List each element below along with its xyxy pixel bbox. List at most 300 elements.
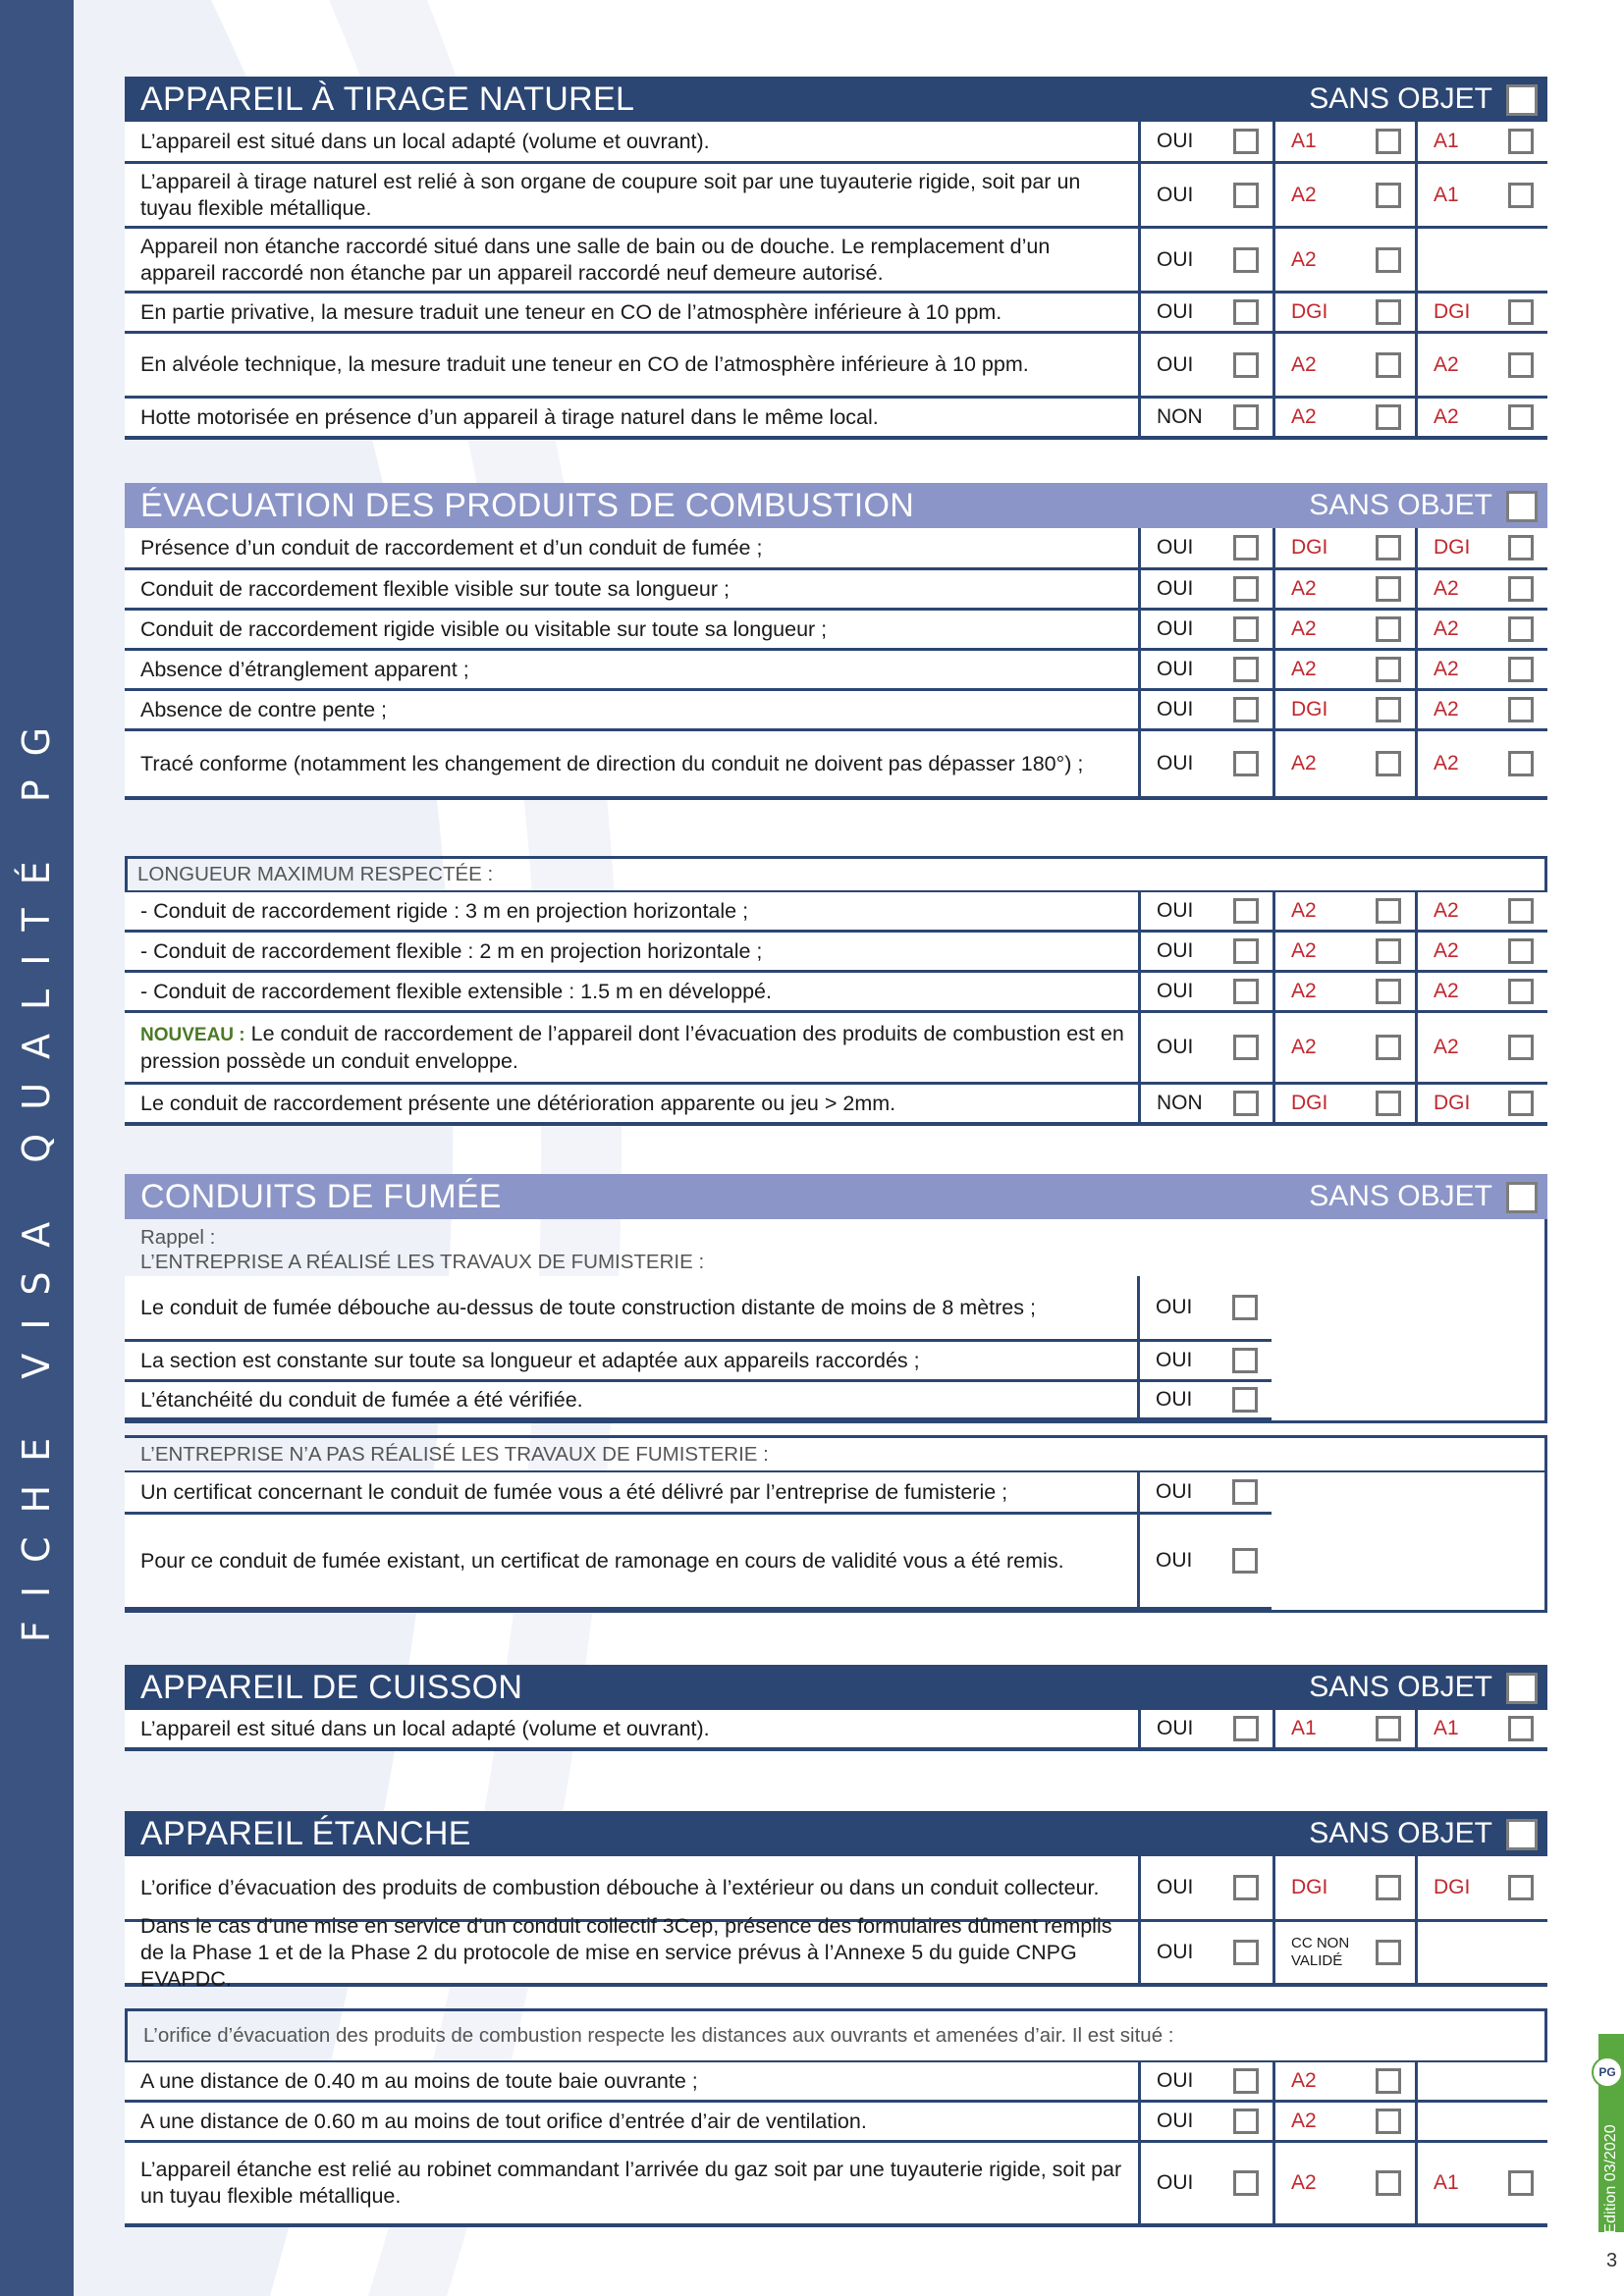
table-row <box>125 1085 1547 1126</box>
question-label: Appareil non étanche raccordé situé dans une salle de bain ou de douche. Le remplacement d’un appareil raccordé non étanche par un appareil raccordé neuf demeure autorisé. <box>140 234 1051 285</box>
section-title: ÉVACUATION DES PRODUITS DE COMBUSTION <box>140 486 915 524</box>
answer-checkbox[interactable] <box>1233 657 1259 682</box>
answer-checkbox[interactable] <box>1376 697 1401 722</box>
sans-objet <box>1309 82 1547 116</box>
answer-checkbox[interactable] <box>1233 1875 1259 1900</box>
section-evacuation <box>125 483 1547 800</box>
answer-checkbox[interactable] <box>1376 1035 1401 1060</box>
question-label: L’appareil étanche est relié au robinet commandant l’arrivée du gaz soit par une tuyauterie rigide, soit par un tuyau flexible métallique. <box>140 2158 1122 2208</box>
answer-cell <box>1272 294 1415 331</box>
answer-label: DGI <box>1291 698 1328 721</box>
section-title: CONDUITS DE FUMÉE <box>140 1177 502 1215</box>
answer-checkbox[interactable] <box>1376 657 1401 682</box>
answer-label: OUI <box>1157 130 1194 152</box>
table-row <box>125 1913 1547 1991</box>
answer-label: A2 <box>1434 1036 1459 1058</box>
answer-cell <box>1272 1085 1415 1122</box>
answer-checkbox[interactable] <box>1508 979 1534 1004</box>
sans-objet-label: SANS OBJET <box>1309 1180 1492 1212</box>
edition-label: Edition 03/2020 <box>1602 2124 1619 2234</box>
answer-label: DGI <box>1291 536 1328 559</box>
section-title: APPAREIL À TIRAGE NATUREL <box>140 80 635 118</box>
answer-label: A2 <box>1434 352 1459 376</box>
sidebar-title: FICHE VISA QUALITÉ PG <box>15 703 58 1643</box>
answer-cell <box>1137 1342 1272 1379</box>
question-text <box>125 1856 1138 1919</box>
answer-checkbox[interactable] <box>1376 1091 1401 1116</box>
answer-label: OUI <box>1157 1036 1194 1058</box>
question-label: En alvéole technique, la mesure traduit une teneur en CO de l’atmosphère inférieure à 10 ppm. <box>140 352 1029 376</box>
answer-checkbox[interactable] <box>1376 352 1401 378</box>
answer-cell <box>1138 651 1272 688</box>
answer-checkbox[interactable] <box>1233 2109 1259 2134</box>
answer-cell <box>1272 399 1415 436</box>
answer-label: NON <box>1157 405 1203 428</box>
answer-cell <box>1272 691 1415 728</box>
question-text <box>125 1710 1138 1747</box>
answer-checkbox[interactable] <box>1376 2068 1401 2094</box>
sans-objet-checkbox[interactable] <box>1506 1819 1538 1850</box>
answer-checkbox[interactable] <box>1233 576 1259 602</box>
answer-label: A2 <box>1291 2171 1317 2194</box>
answer-label: A2 <box>1434 939 1459 962</box>
answer-cell <box>1415 1085 1547 1122</box>
answer-label: OUI <box>1156 1480 1193 1503</box>
rows-container <box>125 1710 1547 1751</box>
answer-label: OUI <box>1157 577 1194 600</box>
answer-cell <box>1415 2062 1547 2100</box>
rows-container <box>125 2062 1547 2227</box>
answer-checkbox[interactable] <box>1376 576 1401 602</box>
answer-cell <box>1415 611 1547 648</box>
answer-cell <box>1272 528 1415 567</box>
answer-label: A2 <box>1291 405 1317 428</box>
section-title: APPAREIL DE CUISSON <box>140 1668 523 1706</box>
answer-checkbox[interactable] <box>1376 616 1401 642</box>
question-text <box>125 2103 1138 2140</box>
answer-checkbox[interactable] <box>1508 535 1534 561</box>
answer-checkbox[interactable] <box>1233 938 1259 964</box>
table-row <box>125 651 1547 691</box>
rows-container <box>125 892 1547 1126</box>
answer-cell <box>1415 2143 1547 2223</box>
answer-label: A2 <box>1434 658 1459 680</box>
answer-cell <box>1415 691 1547 728</box>
answer-checkbox[interactable] <box>1233 129 1259 154</box>
answer-cell <box>1415 1013 1547 1082</box>
question-label: Absence d’étranglement apparent ; <box>140 657 469 681</box>
sans-objet-label: SANS OBJET <box>1309 1817 1492 1849</box>
table-row <box>125 1276 1272 1342</box>
answer-checkbox[interactable] <box>1376 247 1401 273</box>
answer-cell <box>1415 334 1547 396</box>
answer-label: A2 <box>1291 899 1317 922</box>
answer-cell <box>1415 651 1547 688</box>
answer-label: A2 <box>1434 577 1459 600</box>
sans-objet-label: SANS OBJET <box>1309 1671 1492 1703</box>
answer-cell <box>1138 2143 1272 2223</box>
question-label: Hotte motorisée en présence d’un appareil à tirage naturel dans le même local. <box>140 404 879 429</box>
question-text <box>125 1515 1137 1607</box>
answer-label: OUI <box>1157 980 1194 1002</box>
answer-cell <box>1272 892 1415 930</box>
question-label: A une distance de 0.40 m au moins de toute baie ouvrante ; <box>140 2068 698 2093</box>
section-longueur <box>125 856 1547 1126</box>
question-label: En partie privative, la mesure traduit une teneur en CO de l’atmosphère inférieure à 10 ppm. <box>140 299 1002 324</box>
answer-checkbox[interactable] <box>1376 751 1401 776</box>
question-text <box>125 1342 1137 1379</box>
answer-checkbox[interactable] <box>1232 1387 1258 1413</box>
answer-label: A2 <box>1434 980 1459 1002</box>
answer-label: A1 <box>1434 183 1459 206</box>
answer-label: CC NON VALIDÉ <box>1291 1935 1350 1969</box>
answer-label: DGI <box>1434 1876 1471 1898</box>
answer-cell <box>1138 122 1272 161</box>
answer-cell <box>1138 973 1272 1010</box>
table-row <box>125 164 1547 229</box>
question-text <box>125 2062 1138 2100</box>
answer-cell <box>1415 1710 1547 1747</box>
answer-checkbox[interactable] <box>1508 1716 1534 1741</box>
rows-container <box>125 122 1547 440</box>
answer-checkbox[interactable] <box>1376 938 1401 964</box>
table-row <box>125 973 1547 1013</box>
answer-cell <box>1415 1856 1547 1919</box>
table-row <box>125 1013 1547 1085</box>
answer-label: OUI <box>1157 536 1194 559</box>
answer-label: OUI <box>1157 2109 1194 2132</box>
answer-cell <box>1138 164 1272 226</box>
answer-label: OUI <box>1157 2069 1194 2092</box>
answer-cell <box>1272 164 1415 226</box>
section-conduits-fumee <box>125 1174 1547 1613</box>
answer-cell <box>1138 1856 1272 1919</box>
answer-checkbox[interactable] <box>1233 1716 1259 1741</box>
answer-cell <box>1138 611 1272 648</box>
answer-checkbox[interactable] <box>1232 1295 1258 1320</box>
question-text <box>125 651 1138 688</box>
table-row <box>125 1710 1547 1751</box>
question-text <box>125 229 1138 291</box>
answer-checkbox[interactable] <box>1233 247 1259 273</box>
subsection-title: L’orifice d’évacuation des produits de combustion respecte les distances aux ouvrants et amenées d’air. Il est situé : <box>125 2008 1547 2062</box>
answer-checkbox[interactable] <box>1508 751 1534 776</box>
answer-checkbox[interactable] <box>1508 1091 1534 1116</box>
table-row <box>125 892 1547 933</box>
answer-label: A2 <box>1291 2069 1317 2092</box>
subsection-title: L’ENTREPRISE N’A PAS RÉALISÉ LES TRAVAUX DE FUMISTERIE : <box>125 1438 1544 1472</box>
question-text <box>125 1276 1137 1339</box>
question-label: L’orifice d’évacuation des produits de combustion débouche à l’extérieur ou dans un conduit collecteur. <box>140 1875 1100 1899</box>
answer-cell <box>1137 1382 1272 1417</box>
answer-cell <box>1415 2103 1547 2140</box>
answer-label: DGI <box>1291 300 1328 323</box>
answer-label: OUI <box>1157 247 1194 271</box>
question-label: Conduit de raccordement rigide visible ou visitable sur toute sa longueur ; <box>140 616 828 641</box>
answer-label: A2 <box>1434 698 1459 721</box>
answer-checkbox[interactable] <box>1376 2109 1401 2134</box>
answer-cell <box>1138 334 1272 396</box>
answer-checkbox[interactable] <box>1508 2170 1534 2196</box>
answer-cell <box>1272 611 1415 648</box>
table-row <box>125 1342 1272 1382</box>
answer-checkbox[interactable] <box>1233 898 1259 924</box>
table-row <box>125 229 1547 294</box>
answer-checkbox[interactable] <box>1233 2170 1259 2196</box>
answer-checkbox[interactable] <box>1376 1940 1401 1965</box>
answer-checkbox[interactable] <box>1508 352 1534 378</box>
answer-label: A2 <box>1291 1036 1317 1058</box>
answer-cell <box>1272 2062 1415 2100</box>
question-label: - Conduit de raccordement flexible : 2 m en projection horizontale ; <box>140 938 763 963</box>
answer-label: A2 <box>1291 980 1317 1002</box>
answer-checkbox[interactable] <box>1233 1940 1259 1965</box>
question-label: Un certificat concernant le conduit de fumée vous a été délivré par l’entreprise de fumisterie ; <box>140 1479 1008 1504</box>
answer-checkbox[interactable] <box>1508 183 1534 208</box>
answer-cell <box>1138 691 1272 728</box>
question-text <box>125 164 1138 226</box>
answer-cell <box>1272 122 1415 161</box>
section-header <box>125 483 1547 528</box>
answer-cell <box>1272 933 1415 970</box>
question-text <box>125 973 1138 1010</box>
question-label: L’appareil à tirage naturel est relié à son organe de coupure soit par une tuyauterie rigide, soit par un tuyau flexible métallique. <box>140 169 1081 220</box>
sans-objet <box>1309 1180 1547 1213</box>
table-row <box>125 294 1547 334</box>
answer-label: A1 <box>1434 1717 1459 1739</box>
spacer <box>125 1423 1547 1435</box>
question-label: A une distance de 0.60 m au moins de tout orifice d’entrée d’air de ventilation. <box>140 2109 867 2133</box>
answer-cell <box>1415 1922 1547 1983</box>
question-label: Dans le cas d’une mise en service d’un conduit collectif 3Cep, présence des formulaires dûment remplis de la Phase 1 et de la Phase 2 du protocole de mise en service prévus à l’Annexe 5 du guide CNPG EVAPDC. <box>140 1913 1112 1991</box>
answer-label: OUI <box>1157 2171 1194 2194</box>
answer-label: OUI <box>1157 1876 1194 1898</box>
answer-cell <box>1138 294 1272 331</box>
answer-label: OUI <box>1157 1717 1194 1739</box>
answer-cell <box>1138 2062 1272 2100</box>
section-etanche <box>125 1811 1547 2227</box>
answer-cell <box>1138 1922 1272 1983</box>
question-label: Conduit de raccordement flexible visible sur toute sa longueur ; <box>140 576 730 601</box>
sans-objet-checkbox[interactable] <box>1506 1182 1538 1213</box>
answer-cell <box>1272 1710 1415 1747</box>
question-label: La section est constante sur toute sa longueur et adaptée aux appareils raccordés ; <box>140 1348 920 1372</box>
answer-checkbox[interactable] <box>1508 129 1534 154</box>
answer-checkbox[interactable] <box>1233 1035 1259 1060</box>
answer-cell <box>1272 731 1415 796</box>
table-row <box>125 334 1547 399</box>
answer-label: OUI <box>1157 939 1194 962</box>
answer-checkbox[interactable] <box>1376 404 1401 430</box>
answer-checkbox[interactable] <box>1376 1716 1401 1741</box>
new-badge: NOUVEAU : <box>140 1024 245 1045</box>
answer-checkbox[interactable] <box>1508 299 1534 325</box>
section-header <box>125 77 1547 122</box>
answer-checkbox[interactable] <box>1233 183 1259 208</box>
question-label: Pour ce conduit de fumée existant, un certificat de ramonage en cours de validité vous a été remis. <box>140 1548 1064 1573</box>
question-label: L’étanchéité du conduit de fumée a été vérifiée. <box>140 1387 583 1412</box>
answer-label: A2 <box>1291 2109 1317 2132</box>
answer-label: DGI <box>1291 1092 1328 1114</box>
answer-cell <box>1272 1013 1415 1082</box>
answer-checkbox[interactable] <box>1508 576 1534 602</box>
rows-container <box>125 1276 1272 1420</box>
answer-checkbox[interactable] <box>1508 1875 1534 1900</box>
answer-cell <box>1272 570 1415 608</box>
answer-label: OUI <box>1157 752 1194 774</box>
section-tirage-naturel <box>125 77 1547 440</box>
answer-cell <box>1138 1013 1272 1082</box>
question-text <box>125 611 1138 648</box>
section-cuisson <box>125 1665 1547 1751</box>
sans-objet-checkbox[interactable] <box>1506 491 1538 522</box>
question-text <box>125 1472 1137 1512</box>
section-title: APPAREIL ÉTANCHE <box>140 1814 471 1852</box>
answer-checkbox[interactable] <box>1232 1348 1258 1373</box>
table-row <box>125 1515 1272 1610</box>
answer-checkbox[interactable] <box>1233 404 1259 430</box>
answer-checkbox[interactable] <box>1376 898 1401 924</box>
page-number: 3 <box>1606 2250 1618 2271</box>
question-text <box>125 528 1138 567</box>
answer-label: OUI <box>1157 183 1194 206</box>
question-label: L’appareil est situé dans un local adapté (volume et ouvrant). <box>140 1716 710 1740</box>
rows-container <box>125 1472 1272 1610</box>
answer-checkbox[interactable] <box>1233 535 1259 561</box>
question-text <box>125 731 1138 796</box>
answer-label: OUI <box>1156 1549 1193 1572</box>
answer-cell <box>1415 164 1547 226</box>
rows-container <box>125 528 1547 800</box>
answer-checkbox[interactable] <box>1376 2170 1401 2196</box>
answer-cell <box>1138 229 1272 291</box>
answer-label: A1 <box>1291 1717 1317 1739</box>
question-text <box>125 1085 1138 1122</box>
answer-cell <box>1415 892 1547 930</box>
question-text <box>125 933 1138 970</box>
question-label: - Conduit de raccordement rigide : 3 m en projection horizontale ; <box>140 898 749 923</box>
answer-checkbox[interactable] <box>1233 2068 1259 2094</box>
answer-label: A2 <box>1291 577 1317 600</box>
answer-cell <box>1138 892 1272 930</box>
answer-label: A2 <box>1434 617 1459 640</box>
answer-cell <box>1415 933 1547 970</box>
answer-label: A2 <box>1291 939 1317 962</box>
answer-cell <box>1272 1922 1415 1983</box>
answer-cell <box>1415 731 1547 796</box>
answer-checkbox[interactable] <box>1232 1479 1258 1505</box>
conduits-frame-1 <box>125 1219 1547 1423</box>
answer-cell <box>1138 1710 1272 1747</box>
answer-checkbox[interactable] <box>1233 1091 1259 1116</box>
answer-checkbox[interactable] <box>1376 1875 1401 1900</box>
answer-checkbox[interactable] <box>1233 616 1259 642</box>
answer-label: A1 <box>1291 130 1317 152</box>
answer-checkbox[interactable] <box>1376 535 1401 561</box>
table-row <box>125 2103 1547 2143</box>
question-text <box>125 334 1138 396</box>
answer-checkbox[interactable] <box>1376 129 1401 154</box>
answer-label: DGI <box>1434 300 1471 323</box>
answer-cell <box>1272 2143 1415 2223</box>
answer-checkbox[interactable] <box>1508 1035 1534 1060</box>
answer-checkbox[interactable] <box>1376 979 1401 1004</box>
table-row <box>125 731 1547 800</box>
answer-label: OUI <box>1156 1388 1193 1411</box>
answer-label: DGI <box>1434 1092 1471 1114</box>
answer-checkbox[interactable] <box>1233 352 1259 378</box>
answer-checkbox[interactable] <box>1508 697 1534 722</box>
sans-objet <box>1309 1817 1547 1850</box>
question-text <box>125 1013 1138 1082</box>
answer-checkbox[interactable] <box>1508 657 1534 682</box>
answer-checkbox[interactable] <box>1233 697 1259 722</box>
section-header <box>125 1665 1547 1710</box>
answer-label: A2 <box>1291 183 1317 206</box>
answer-checkbox[interactable] <box>1508 898 1534 924</box>
answer-cell <box>1415 122 1547 161</box>
sans-objet-label: SANS OBJET <box>1309 82 1492 115</box>
answer-cell <box>1272 1856 1415 1919</box>
answer-cell <box>1138 528 1272 567</box>
answer-cell <box>1137 1276 1272 1339</box>
answer-label: A2 <box>1434 405 1459 428</box>
sidebar <box>0 0 74 2296</box>
question-text <box>125 1382 1137 1417</box>
answer-label: NON <box>1157 1092 1203 1114</box>
answer-cell <box>1272 229 1415 291</box>
sans-objet-checkbox[interactable] <box>1506 84 1538 116</box>
sans-objet-checkbox[interactable] <box>1506 1673 1538 1704</box>
answer-label: A1 <box>1434 130 1459 152</box>
answer-cell <box>1272 651 1415 688</box>
answer-label: OUI <box>1156 1296 1193 1318</box>
answer-label: A2 <box>1291 752 1317 774</box>
answer-checkbox[interactable] <box>1233 299 1259 325</box>
question-text <box>125 399 1138 436</box>
rows-container <box>125 1856 1547 1991</box>
answer-checkbox[interactable] <box>1233 751 1259 776</box>
table-row <box>125 2062 1547 2103</box>
answer-label: A2 <box>1291 247 1317 271</box>
answer-checkbox[interactable] <box>1233 979 1259 1004</box>
answer-cell <box>1137 1472 1272 1512</box>
question-text <box>125 691 1138 728</box>
table-row <box>125 122 1547 164</box>
answer-checkbox[interactable] <box>1508 404 1534 430</box>
answer-checkbox[interactable] <box>1508 938 1534 964</box>
question-label: Le conduit de raccordement de l’appareil dont l’évacuation des produits de combustion est en pression possède un conduit enveloppe. <box>140 1021 1124 1073</box>
table-row <box>125 528 1547 570</box>
answer-cell <box>1415 528 1547 567</box>
table-row <box>125 1382 1272 1420</box>
answer-checkbox[interactable] <box>1376 183 1401 208</box>
answer-cell <box>1415 229 1547 291</box>
table-row <box>125 570 1547 611</box>
answer-cell <box>1138 570 1272 608</box>
question-text <box>125 294 1138 331</box>
answer-label: OUI <box>1157 899 1194 922</box>
answer-label: A2 <box>1291 658 1317 680</box>
answer-cell <box>1138 2103 1272 2140</box>
answer-checkbox[interactable] <box>1232 1548 1258 1574</box>
conduits-frame-2 <box>125 1435 1547 1613</box>
answer-checkbox[interactable] <box>1508 616 1534 642</box>
question-text <box>125 1913 1138 1991</box>
subsection-title: L’ENTREPRISE A RÉALISÉ LES TRAVAUX DE FUMISTERIE : <box>140 1251 705 1273</box>
answer-checkbox[interactable] <box>1376 299 1401 325</box>
question-text <box>125 122 1138 161</box>
